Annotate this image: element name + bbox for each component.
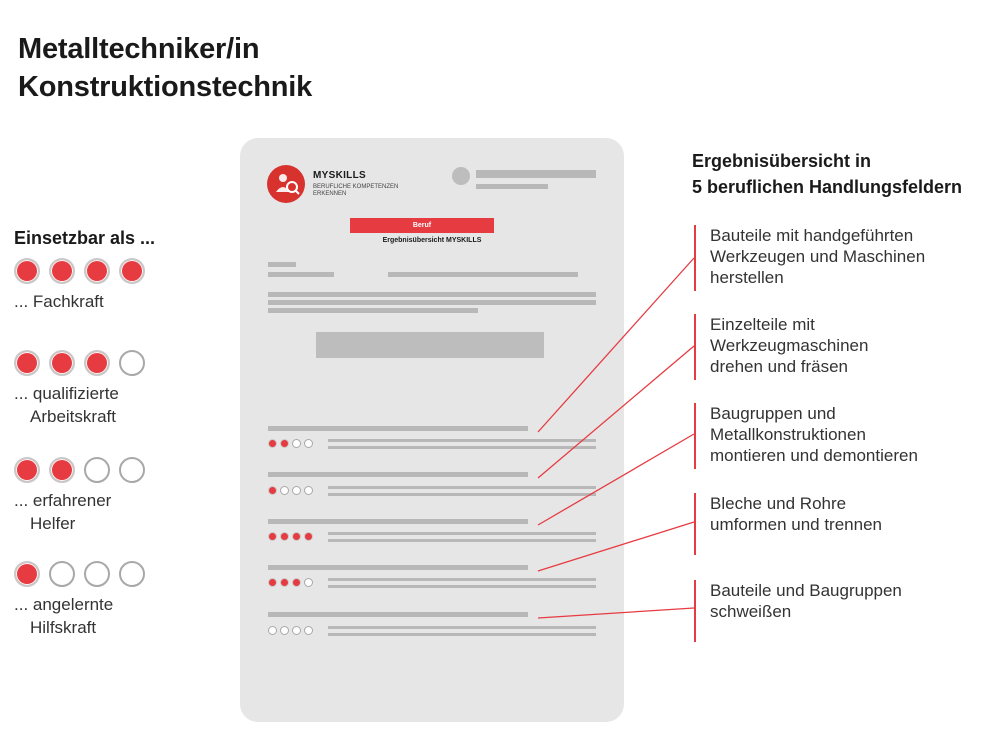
placeholder-bar: [388, 272, 578, 277]
rating-dot-empty-icon: [119, 457, 145, 483]
document-title: Ergebnisübersicht MYSKILLS: [382, 237, 482, 244]
title-line-2: Konstruktionstechnik: [18, 71, 313, 103]
mini-dot-filled-icon: [268, 486, 277, 495]
mini-dot-empty-icon: [304, 486, 313, 495]
placeholder-bar: [328, 585, 596, 588]
placeholder-bar: [476, 170, 596, 178]
level-dots: [14, 350, 145, 376]
mini-dot-filled-icon: [268, 439, 277, 448]
mini-dot-filled-icon: [280, 578, 289, 587]
result-row-dots: [268, 439, 313, 448]
result-row-heading-bar: [268, 612, 528, 617]
level-dots: [14, 457, 145, 483]
rating-dot-empty-icon: [84, 561, 110, 587]
mini-dot-empty-icon: [304, 439, 313, 448]
placeholder-bar: [328, 532, 596, 535]
rating-dot-filled-icon: [49, 258, 75, 284]
field-item-1: Bauteile mit handgeführten Werkzeugen und Maschinen herstellen: [694, 225, 925, 291]
result-row-heading-bar: [268, 565, 528, 570]
placeholder-bar: [328, 486, 596, 489]
placeholder-bar: [268, 300, 596, 305]
level-label: ... Fachkraft: [14, 292, 104, 311]
myskills-logo-icon: [267, 165, 305, 203]
placeholder-block: [316, 332, 544, 358]
rating-dot-filled-icon: [14, 561, 40, 587]
placeholder-bar: [328, 439, 596, 442]
level-angelernte-hilfskraft: [14, 561, 145, 639]
level-dots: [14, 258, 145, 284]
mini-dot-empty-icon: [292, 439, 301, 448]
mini-dot-empty-icon: [268, 626, 277, 635]
level-dots: [14, 561, 145, 587]
rating-dot-empty-icon: [119, 350, 145, 376]
level-erfahrener-helfer: [14, 457, 145, 535]
field-item-2: Einzelteile mit Werkzeugmaschinen drehen und fräsen: [694, 314, 868, 380]
mini-dot-filled-icon: [268, 578, 277, 587]
rating-dot-filled-icon: [14, 258, 40, 284]
mini-dot-empty-icon: [292, 626, 301, 635]
placeholder-bar: [328, 539, 596, 542]
result-row-heading-bar: [268, 426, 528, 431]
rating-dot-filled-icon: [14, 350, 40, 376]
level-label: ... qualifizierte Arbeitskraft: [14, 384, 119, 426]
mini-dot-filled-icon: [304, 532, 313, 541]
result-row-heading-bar: [268, 519, 528, 524]
mini-dot-filled-icon: [292, 532, 301, 541]
level-fachkraft: [14, 258, 145, 313]
fields-heading: [692, 148, 962, 200]
rating-dot-filled-icon: [84, 258, 110, 284]
mini-dot-filled-icon: [268, 532, 277, 541]
fields-heading-line-2: 5 beruflichen Handlungsfeldern: [692, 177, 963, 197]
job-ribbon: Beruf: [350, 218, 494, 233]
placeholder-bar: [328, 626, 596, 629]
level-qualifizierte-arbeitskraft: [14, 350, 145, 428]
mini-dot-filled-icon: [280, 439, 289, 448]
result-row-dots: [268, 532, 313, 541]
rating-dot-empty-icon: [49, 561, 75, 587]
rating-dot-empty-icon: [119, 561, 145, 587]
mini-dot-empty-icon: [280, 626, 289, 635]
placeholder-bar: [268, 308, 478, 313]
placeholder-bar: [268, 292, 596, 297]
brand-name: MYSKILLS: [313, 170, 366, 181]
mini-dot-filled-icon: [292, 578, 301, 587]
field-item-5: Bauteile und Baugruppen schweißen: [694, 580, 902, 642]
field-item-4: Bleche und Rohre umformen und trennen: [694, 493, 882, 555]
result-document-mockup: [240, 138, 624, 722]
mini-dot-filled-icon: [280, 532, 289, 541]
placeholder-bar: [328, 578, 596, 581]
result-row-dots: [268, 578, 313, 587]
placeholder-bar: [476, 184, 548, 189]
rating-dot-filled-icon: [14, 457, 40, 483]
brand-subtitle: BERUFLICHE KOMPETENZEN ERKENNEN: [313, 184, 399, 197]
rating-dot-filled-icon: [49, 350, 75, 376]
field-item-3: Baugruppen und Metallkonstruktionen montieren und demontieren: [694, 403, 918, 469]
placeholder-bar: [328, 446, 596, 449]
placeholder-bar: [268, 272, 334, 277]
mini-dot-empty-icon: [280, 486, 289, 495]
rating-dot-filled-icon: [119, 258, 145, 284]
placeholder-bar: [328, 633, 596, 636]
level-label: ... erfahrener Helfer: [14, 491, 112, 533]
page-title: [18, 30, 312, 106]
mini-dot-empty-icon: [304, 578, 313, 587]
rating-dot-empty-icon: [84, 457, 110, 483]
result-row-dots: [268, 626, 313, 635]
result-row-dots: [268, 486, 313, 495]
result-row-heading-bar: [268, 472, 528, 477]
mini-dot-empty-icon: [292, 486, 301, 495]
rating-dot-filled-icon: [49, 457, 75, 483]
level-label: ... angelernte Hilfskraft: [14, 595, 114, 637]
placeholder-bar: [268, 262, 296, 267]
levels-heading: Einsetzbar als ...: [14, 228, 156, 248]
mini-dot-empty-icon: [304, 626, 313, 635]
avatar-placeholder-icon: [452, 167, 470, 185]
rating-dot-filled-icon: [84, 350, 110, 376]
fields-heading-line-1: Ergebnisübersicht in: [692, 151, 872, 171]
title-line-1: Metalltechniker/in: [18, 33, 260, 65]
placeholder-bar: [328, 493, 596, 496]
